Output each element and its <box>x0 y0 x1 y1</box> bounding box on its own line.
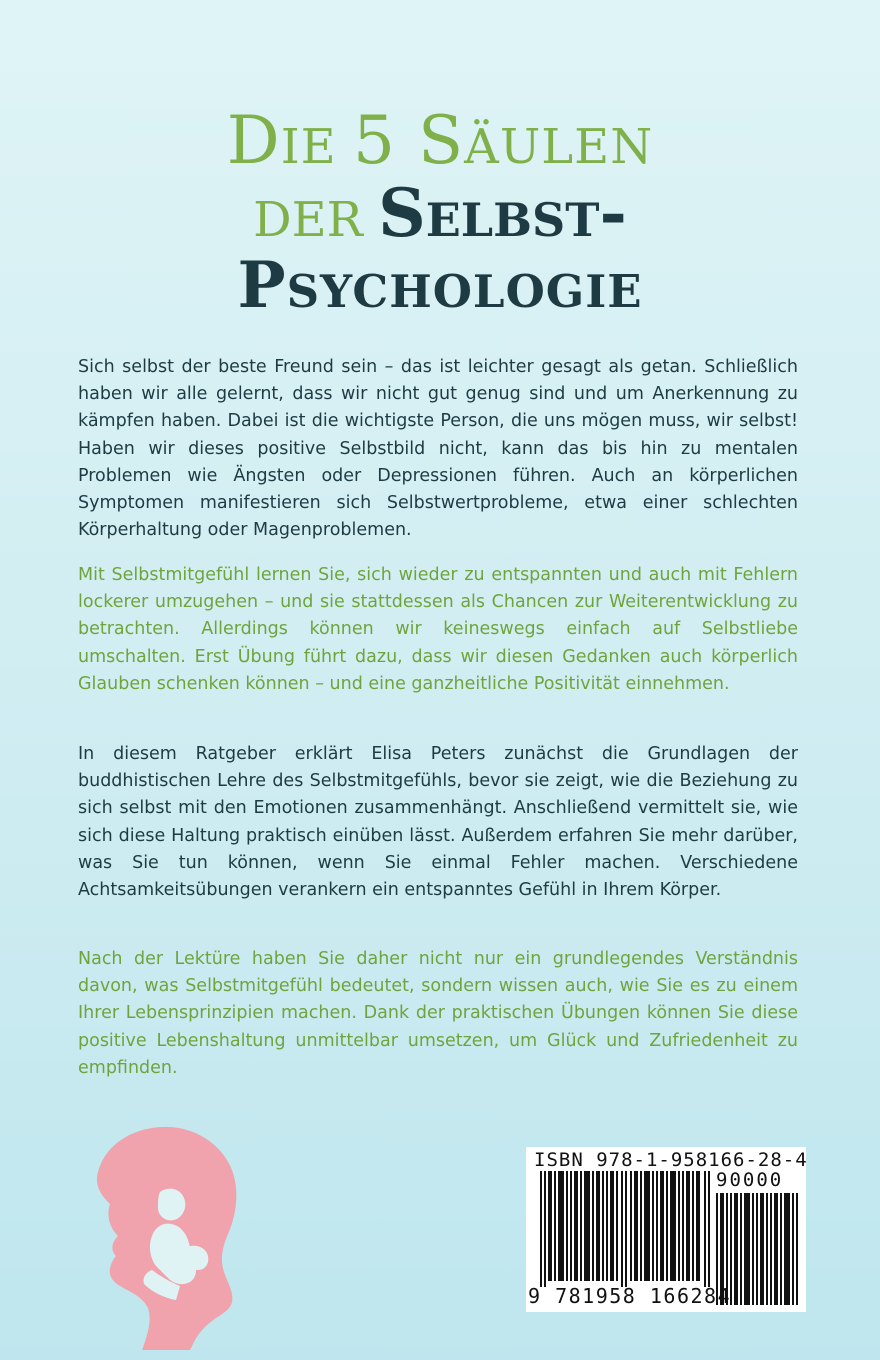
isbn-label: ISBN 978-1-958166-28-4 <box>534 1149 808 1171</box>
title-die-initial: D <box>226 102 281 179</box>
title-line-3: Psychologie <box>237 248 643 323</box>
title-selbst: Selbst- <box>378 174 627 252</box>
title-die-rest: IE <box>280 119 353 175</box>
price-addon-number: 90000 <box>716 1169 784 1191</box>
title-saeulen-rest: ÄULEN <box>464 119 654 175</box>
blurb-paragraph-1: Sich selbst der beste Freund sein – das ist leichter gesagt als getan. Schließlich haben wir alle gelernt, dass wir nicht gut genug sind und um Anerkennung zu kämpfen haben. Dabei ist die wichtigste Person, die uns mögen muss, wir selbst! Haben wir dieses positive Selbstbild nicht, kann das bis hin zu mentalen Problemen wie Ängsten oder Depressionen führen. Auch an körperlichen Symptomen manifestieren sich Selbstwertprobleme, etwa einer schlechten Körperhaltung oder Magenproblemen. <box>78 357 798 541</box>
woman-profile-silhouette-icon <box>82 1120 242 1350</box>
title-line-1 <box>0 102 880 179</box>
title-saeulen-initial: S <box>417 102 465 179</box>
title-line-2 <box>0 174 880 252</box>
blurb-paragraph-2: Mit Selbstmitgefühl lernen Sie, sich wieder zu entspannten und auch mit Fehlern lockerer umzugehen – und sie stattdessen als Chancen zur Weiterentwicklung zu betrachten. Allerdings können wir keineswegs einfach auf Selbstliebe umschalten. Erst Übung führt dazu, dass wir diesen Gedanken auch körperlich Glauben schenken können – und eine ganzheitliche Positivität einnehmen. <box>78 565 798 694</box>
blurb-paragraph-4: Nach der Lektüre haben Sie daher nicht nur ein grundlegendes Verständnis davon, was Selbstmitgefühl bedeutet, sondern wissen auch, wie Sie es zu einem Ihrer Lebensprinzipien machen. Dank der praktischen Übungen können Sie diese positive Lebenshaltung unmittelbar umsetzen, um Glück und Zufriedenheit zu empfinden. <box>78 949 798 1078</box>
ean13-bars <box>540 1171 710 1287</box>
blurb-paragraph-3: In diesem Ratgeber erklärt Elisa Peters zunächst die Grundlagen der buddhistischen Lehre des Selbstmitgefühls, bevor sie zeigt, wie die Beziehung zu sich selbst mit den Emotionen zusammenhängt. Anschließend vermittelt sie, wie sich diese Haltung praktisch einüben lässt. Außerdem erfahren Sie mehr darüber, was Sie tun können, wenn Sie einmal Fehler machen. Verschiedene Achtsamkeitsübungen verankern ein entspanntes Gefühl in Ihrem Körper. <box>78 744 798 901</box>
title-number: 5 <box>352 102 418 179</box>
ean-number: 9 781958 166284 <box>528 1284 732 1308</box>
title-der: DER <box>253 192 379 248</box>
book-title <box>0 102 880 323</box>
isbn-barcode <box>526 1147 806 1312</box>
